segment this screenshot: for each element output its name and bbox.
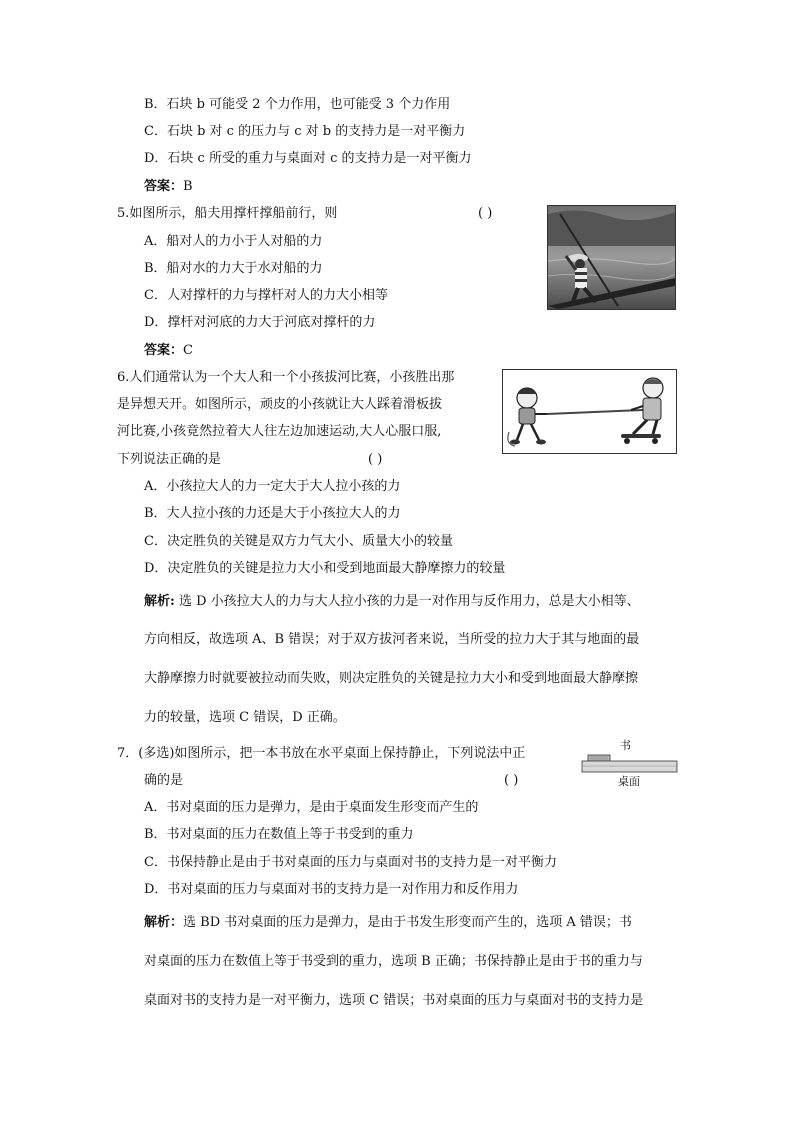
q5-option-b: B．船对水的力大于水对船的力 [144, 261, 323, 276]
book-label: 书 [620, 739, 631, 752]
q5-option-c: C．人对撑杆的力与撑杆对人的力大小相等 [144, 288, 388, 303]
explanation-label: 解析: [144, 594, 175, 609]
q4-answer [144, 179, 193, 195]
q5-answer-bracket: ( ) [478, 206, 493, 221]
answer-label: 答案： [144, 343, 184, 358]
q7-option-c: C．书保持静止是由于书对桌面的压力与桌面对书的支持力是一对平衡力 [144, 855, 557, 870]
q6-option-a: A．小孩拉大人的力一定大于大人拉小孩的力 [144, 479, 401, 494]
q6-option-c: C．决定胜负的关键是双方力气大小、质量大小的较量 [144, 534, 453, 549]
q6-option-d: D．决定胜负的关键是拉力大小和受到地面最大静摩擦力的较量 [144, 561, 506, 576]
q6-stem-line-3: 河比赛,小孩竟然拉着大人往左边加速运动,大人心服口服, [117, 424, 442, 439]
table-label: 桌面 [618, 775, 640, 788]
q7-option-d: D．书对桌面的压力与桌面对书的支持力是一对作用力和反作用力 [144, 882, 519, 897]
q6-explanation-line-3: 大静摩擦力时就要被拉动而失败，则决定胜负的关键是拉力大小和受到地面最大静摩擦 [144, 671, 639, 686]
book-on-table-figure [580, 739, 680, 797]
q6-explanation-line-1 [144, 594, 640, 610]
q4-option-c: C．石块 b 对 c 的压力与 c 对 b 的支持力是一对平衡力 [144, 124, 466, 139]
q5-answer [144, 343, 193, 359]
q6-option-b: B．大人拉小孩的力还是大于小孩拉大人的力 [144, 506, 401, 521]
q7-answer-bracket: ( ) [504, 773, 519, 788]
q5-option-a: A．船对人的力小于人对船的力 [144, 234, 323, 249]
tug-of-war-illustration [502, 369, 677, 454]
q6-explanation-line-4: 力的较量，选项 C 错误，D 正确。 [144, 710, 346, 725]
q5-option-d: D．撑杆对河底的力大于河底对撑杆的力 [144, 315, 376, 330]
q7-stem-line-1: 7．(多选)如图所示，把一本书放在水平桌面上保持静止，下列说法中正 [117, 746, 526, 761]
q6-stem-line-2: 是异想天开。如图所示，顽皮的小孩就让大人踩着滑板拔 [117, 397, 443, 412]
explanation-text: 选 D 小孩拉大人的力与大人拉小孩的力是一对作用与反作用力，总是大小相等、 [174, 594, 640, 609]
q7-explanation-line-3: 桌面对书的支持力是一对平衡力，选项 C 错误；书对桌面的压力与桌面对书的支持力是 [144, 993, 644, 1008]
q7-option-a: A．书对桌面的压力是弹力，是由于桌面发生形变而产生的 [144, 800, 479, 815]
q4-option-d: D．石块 c 所受的重力与桌面对 c 的支持力是一对平衡力 [144, 151, 472, 166]
q7-explanation-line-2: 对桌面的压力在数值上等于书受到的重力，选项 B 正确；书保持静止是由于书的重力与 [144, 954, 643, 969]
boatman-photo [547, 205, 676, 310]
explanation-label: 解析： [144, 915, 184, 930]
q6-stem-line-4: 下列说法正确的是 [117, 452, 222, 467]
explanation-text: 选 BD 书对桌面的压力是弹力，是由于书发生形变而产生的，选项 A 错误；书 [183, 915, 632, 930]
answer-value: B [183, 179, 193, 194]
q7-stem-line-2: 确的是 [144, 773, 184, 788]
q7-explanation-line-1 [144, 915, 632, 931]
q6-answer-bracket: ( ) [368, 452, 383, 467]
answer-label: 答案： [144, 179, 184, 194]
q5-stem: 5.如图所示，船夫用撑杆撑船前行，则 [117, 206, 338, 221]
q7-option-b: B．书对桌面的压力在数值上等于书受到的重力 [144, 827, 414, 842]
q4-option-b: B．石块 b 可能受 2 个力作用，也可能受 3 个力作用 [144, 97, 451, 112]
answer-value: C [183, 343, 193, 358]
q6-stem-line-1: 6.人们通常认为一个大人和一个小孩拔河比赛，小孩胜出那 [117, 370, 455, 385]
q6-explanation-line-2: 方向相反，故选项 A、B 错误；对于双方拔河者来说，当所受的拉力大于其与地面的最 [144, 632, 640, 647]
